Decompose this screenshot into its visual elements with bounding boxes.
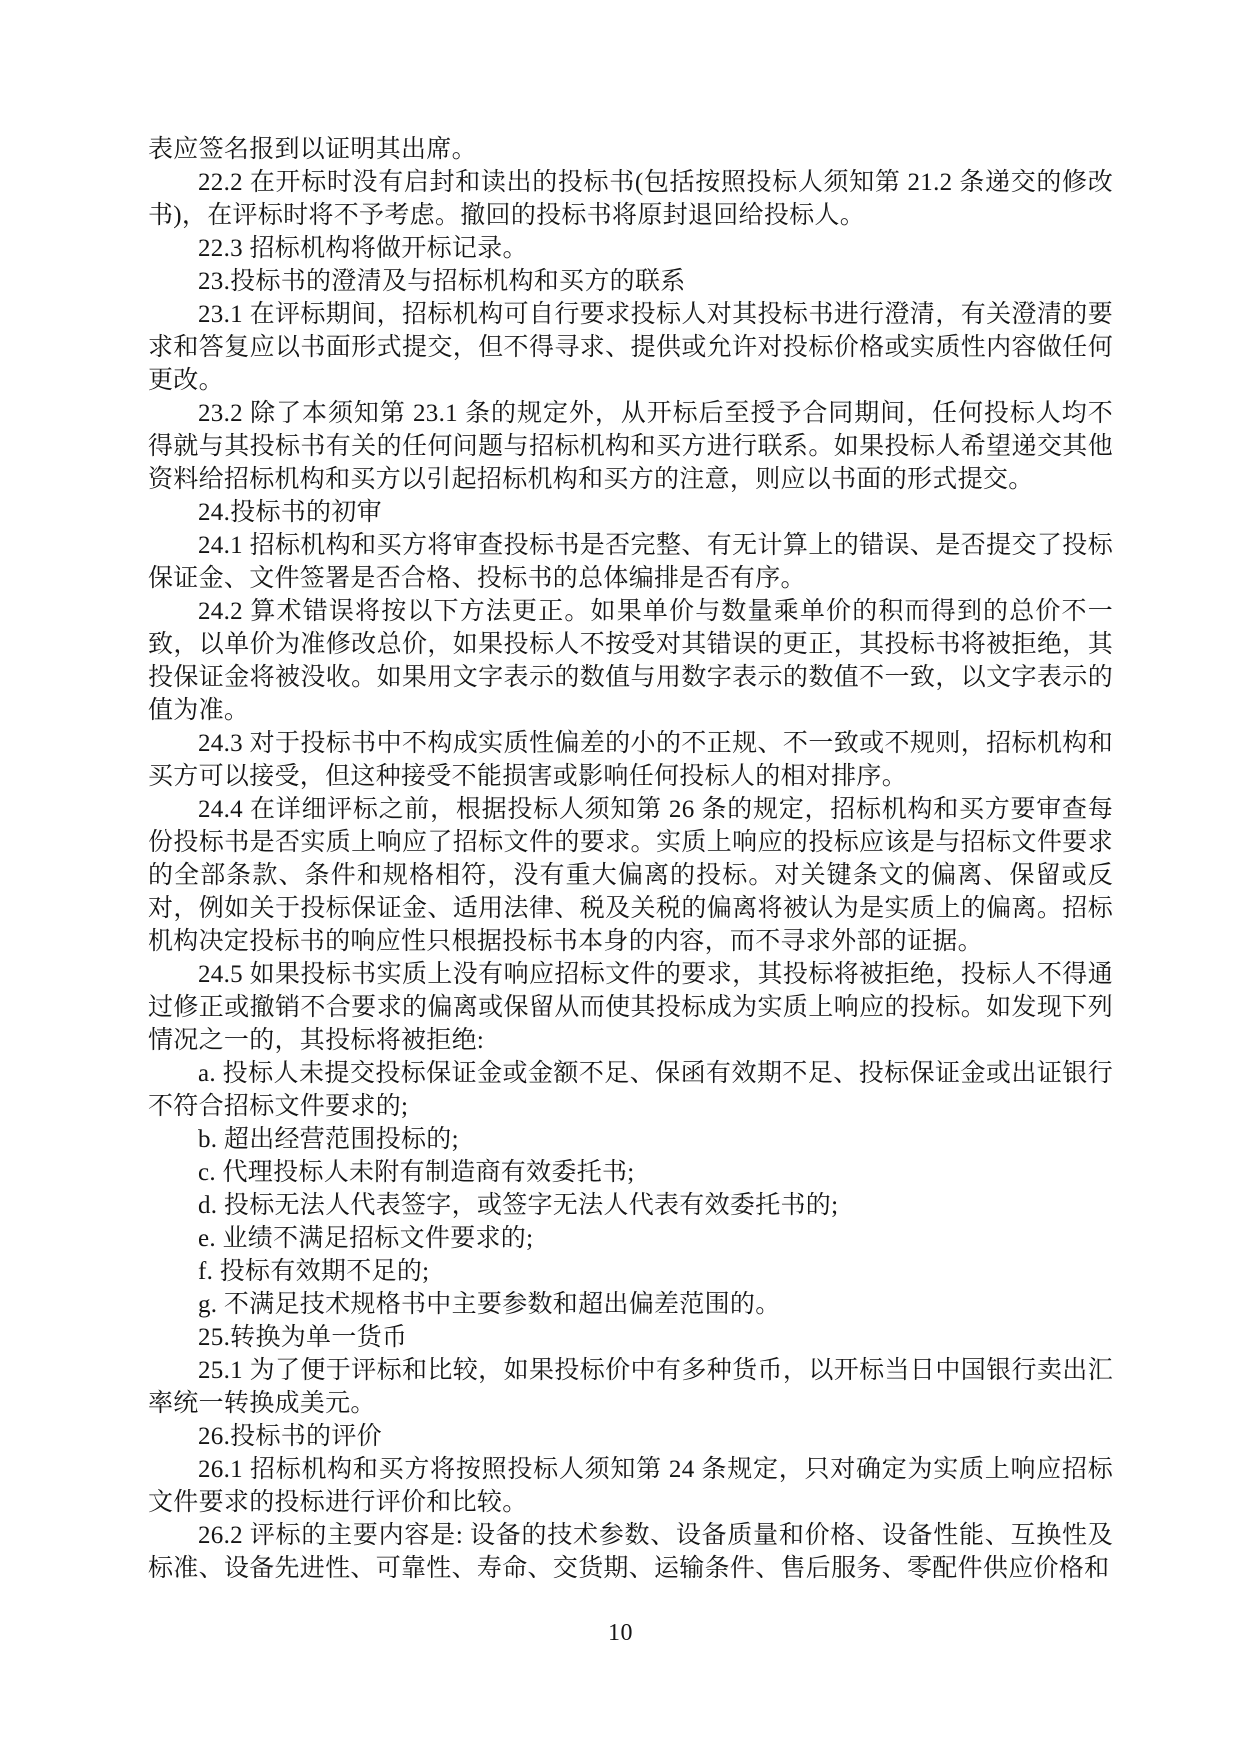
paragraph: 24.投标书的初审: [198, 499, 382, 526]
paragraph: 26.2 评标的主要内容是: 设备的技术参数、设备质量和价格、设备性能、互换性及标准、设备先进性、可靠性、寿命、交货期、运输条件、售后服务、零配件供应价格和: [148, 1522, 1113, 1582]
paragraph: 24.2 算术错误将按以下方法更正。如果单价与数量乘单价的积而得到的总价不一致，以单价为准修改总价，如果投标人不按受对其错误的更正，其投标书将被拒绝，其投保证金将被没收。如果用文字表示的数值与用数字表示的数值不一致，以文字表示的值为准。: [148, 598, 1113, 724]
paragraph: 24.4 在详细评标之前，根据投标人须知第 26 条的规定，招标机构和买方要审查每份投标书是否实质上响应了招标文件的要求。实质上响应的投标应该是与招标文件要求的全部条款、条件和规格相符，没有重大偏离的投标。对关键条文的偏离、保留或反对，例如关于投标保证金、适用法律、税及关税的偏离将被认为是实质上的偏离。招标机构决定投标书的响应性只根据投标书本身的内容，而不寻求外部的证据。: [148, 796, 1113, 955]
paragraph: 22.2 在开标时没有启封和读出的投标书(包括按照投标人须知第 21.2 条递交的修改书)，在评标时将不予考虑。撤回的投标书将原封退回给投标人。: [148, 169, 1113, 229]
paragraph: 22.3 招标机构将做开标记录。: [198, 235, 528, 262]
paragraph: d. 投标无法人代表签字，或签字无法人代表有效委托书的;: [198, 1192, 839, 1219]
paragraph: 23.2 除了本须知第 23.1 条的规定外，从开标后至授予合同期间，任何投标人均不得就与其投标书有关的任何问题与招标机构和买方进行联系。如果投标人希望递交其他资料给招标机构和买方以引起招标机构和买方的注意，则应以书面的形式提交。: [148, 400, 1113, 493]
paragraph: a. 投标人未提交投标保证金或金额不足、保函有效期不足、投标保证金或出证银行不符合招标文件要求的;: [148, 1060, 1113, 1120]
paragraph: c. 代理投标人未附有制造商有效委托书;: [198, 1159, 635, 1186]
paragraph: 表应签名报到以证明其出席。: [148, 136, 477, 163]
paragraph: 23.1 在评标期间，招标机构可自行要求投标人对其投标书进行澄清，有关澄清的要求和答复应以书面形式提交，但不得寻求、提供或允许对投标价格或实质性内容做任何更改。: [148, 301, 1113, 394]
paragraph: g. 不满足技术规格书中主要参数和超出偏差范围的。: [198, 1291, 781, 1318]
paragraph: 25.1 为了便于评标和比较，如果投标价中有多种货币，以开标当日中国银行卖出汇率统一转换成美元。: [148, 1357, 1113, 1417]
paragraph: f. 投标有效期不足的;: [198, 1258, 430, 1285]
paragraph: 26.投标书的评价: [198, 1423, 382, 1450]
page-number: 10: [608, 1620, 633, 1646]
paragraph: 24.3 对于投标书中不构成实质性偏差的小的不正规、不一致或不规则，招标机构和买方可以接受，但这种接受不能损害或影响任何投标人的相对排序。: [148, 730, 1113, 790]
document-body: [148, 133, 1113, 1585]
paragraph: 26.1 招标机构和买方将按照投标人须知第 24 条规定，只对确定为实质上响应招标文件要求的投标进行评价和比较。: [148, 1456, 1113, 1516]
paragraph: 24.5 如果投标书实质上没有响应招标文件的要求，其投标将被拒绝，投标人不得通过修正或撤销不合要求的偏离或保留从而使其投标成为实质上响应的投标。如发现下列情况之一的，其投标将被拒绝:: [148, 961, 1113, 1054]
paragraph: 24.1 招标机构和买方将审查投标书是否完整、有无计算上的错误、是否提交了投标保证金、文件签署是否合格、投标书的总体编排是否有序。: [148, 532, 1113, 592]
paragraph: 23.投标书的澄清及与招标机构和买方的联系: [198, 268, 686, 295]
page-footer: [0, 1620, 1241, 1647]
paragraph: b. 超出经营范围投标的;: [198, 1126, 459, 1153]
paragraph: e. 业绩不满足招标文件要求的;: [198, 1225, 534, 1252]
paragraph: 25.转换为单一货币: [198, 1324, 408, 1351]
